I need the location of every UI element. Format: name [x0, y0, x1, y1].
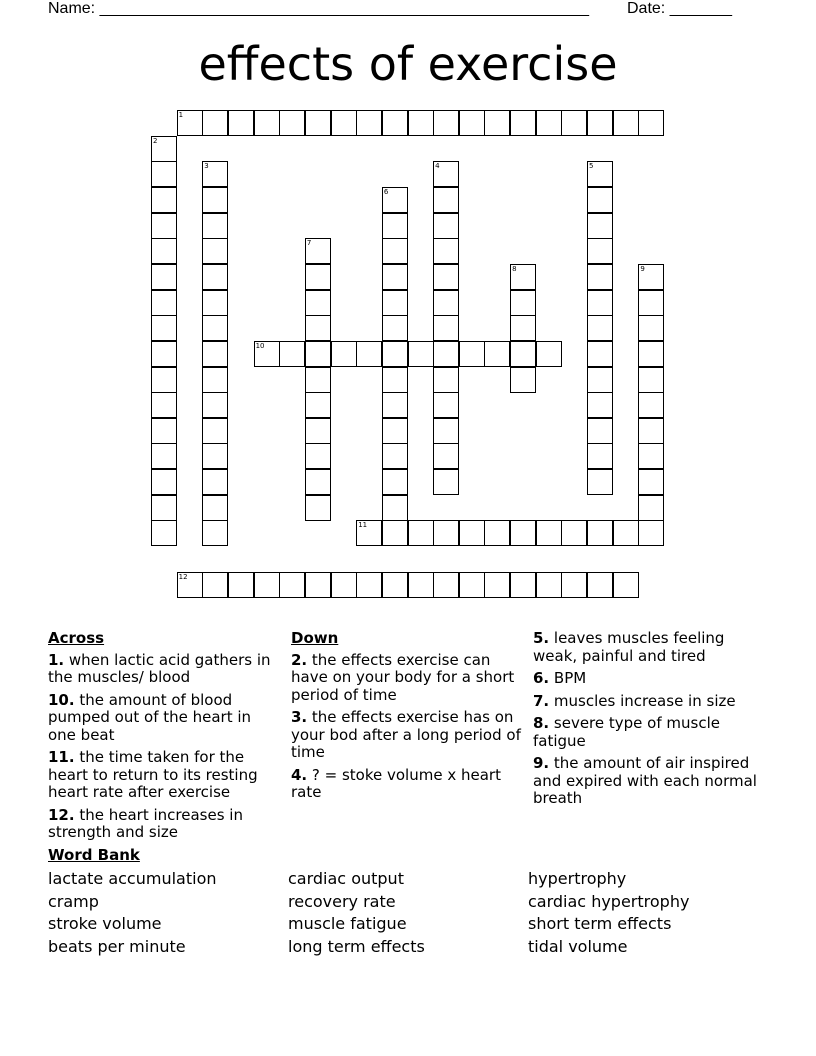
grid-cell[interactable] [305, 110, 331, 136]
word-bank-entry: cardiac output [288, 869, 404, 888]
grid-cell[interactable] [305, 264, 331, 290]
grid-cell[interactable] [202, 520, 228, 546]
down-clue-list-2 [533, 630, 765, 808]
word-bank-column-3 [528, 868, 689, 959]
grid-cell[interactable] [433, 290, 459, 316]
grid-cell[interactable] [382, 238, 408, 264]
grid-cell[interactable] [382, 495, 408, 521]
clue-item-text: the effects exercise can have on your body for a short period of time [291, 650, 515, 704]
grid-cell[interactable] [151, 367, 177, 393]
clue-number: 7 [306, 239, 312, 248]
grid-cell[interactable] [305, 367, 331, 393]
grid-cell[interactable] [254, 110, 280, 136]
grid-cell[interactable] [638, 443, 664, 469]
grid-cell[interactable] [587, 418, 613, 444]
down-clue-list-1 [291, 652, 523, 802]
clue-number: 8 [512, 264, 517, 273]
grid-cell[interactable] [510, 110, 536, 136]
grid-cell[interactable] [638, 315, 664, 341]
grid-cell[interactable] [613, 110, 639, 136]
grid-cell[interactable] [433, 315, 459, 341]
grid-cell[interactable] [202, 238, 228, 264]
grid-cell[interactable] [305, 238, 331, 264]
grid-cell[interactable] [305, 572, 331, 598]
grid-cell[interactable] [433, 213, 459, 239]
grid-cell[interactable] [433, 520, 459, 546]
grid-cell[interactable] [587, 110, 613, 136]
grid-cell[interactable] [382, 213, 408, 239]
grid-cell[interactable] [510, 520, 536, 546]
grid-cell[interactable] [305, 469, 331, 495]
grid-cell[interactable] [433, 238, 459, 264]
grid-cell[interactable] [587, 187, 613, 213]
grid-cell[interactable] [151, 341, 177, 367]
grid-cell[interactable] [587, 264, 613, 290]
grid-cell[interactable] [331, 341, 357, 367]
grid-cell[interactable] [305, 495, 331, 521]
grid-cell[interactable] [638, 110, 664, 136]
grid-cell[interactable] [587, 520, 613, 546]
grid-cell[interactable] [382, 264, 408, 290]
grid-cell[interactable] [587, 341, 613, 367]
grid-cell[interactable] [202, 367, 228, 393]
grid-cell[interactable] [382, 520, 408, 546]
grid-cell[interactable] [510, 315, 536, 341]
grid-cell[interactable] [202, 443, 228, 469]
grid-cell[interactable] [536, 572, 562, 598]
grid-cell[interactable] [459, 110, 485, 136]
grid-cell[interactable] [536, 520, 562, 546]
grid-cell[interactable] [561, 110, 587, 136]
grid-cell[interactable] [587, 367, 613, 393]
grid-cell[interactable] [433, 469, 459, 495]
word-bank-entry: lactate accumulation [48, 869, 217, 888]
grid-cell[interactable] [202, 341, 228, 367]
grid-cell[interactable] [638, 418, 664, 444]
grid-cell[interactable] [356, 520, 382, 546]
word-bank-entry: hypertrophy [528, 869, 627, 888]
grid-cell[interactable] [587, 290, 613, 316]
clue-item-number: 10. [48, 690, 75, 709]
down-clues-continued [533, 630, 765, 813]
grid-cell[interactable] [587, 469, 613, 495]
clue-item-number: 5. [533, 629, 550, 647]
clue-number: 6 [383, 187, 389, 196]
grid-cell[interactable] [279, 341, 305, 367]
grid-cell[interactable] [151, 161, 177, 187]
grid-cell[interactable] [151, 443, 177, 469]
grid-cell[interactable] [279, 572, 305, 598]
grid-cell[interactable] [331, 110, 357, 136]
grid-cell[interactable] [382, 443, 408, 469]
word-bank-entry: cramp [48, 891, 99, 911]
clue-number: 2 [153, 136, 158, 145]
clue-item-number: 6. [533, 669, 550, 687]
clue-item [48, 692, 280, 745]
grid-cell[interactable] [202, 290, 228, 316]
grid-cell[interactable] [151, 290, 177, 316]
grid-cell[interactable] [536, 341, 562, 367]
grid-cell[interactable] [587, 572, 613, 598]
grid-cell[interactable] [177, 572, 203, 598]
clue-item-number: 2. [291, 650, 308, 669]
clue-item-text: when lactic acid gathers in the muscles/ blood [48, 650, 271, 686]
clue-item-text: the amount of air inspired and expired with each normal breath [533, 754, 757, 807]
word-bank-entry: recovery rate [288, 891, 396, 911]
word-bank-entry: tidal volume [528, 937, 628, 957]
grid-cell[interactable] [484, 110, 510, 136]
grid-cell[interactable] [254, 341, 280, 367]
word-bank-entry: stroke volume [48, 914, 162, 934]
grid-cell[interactable] [638, 469, 664, 495]
grid-cell[interactable] [305, 290, 331, 316]
grid-cell[interactable] [305, 315, 331, 341]
grid-cell[interactable] [151, 315, 177, 341]
grid-cell[interactable] [228, 110, 254, 136]
grid-cell[interactable] [638, 341, 664, 367]
clue-item-number: 9. [533, 754, 550, 772]
grid-cell[interactable] [151, 238, 177, 264]
grid-cell[interactable] [202, 213, 228, 239]
grid-cell[interactable] [638, 520, 664, 546]
clue-item-text: the amount of blood pumped out of the heart in one beat [48, 690, 252, 744]
grid-cell[interactable] [408, 341, 434, 367]
grid-cell[interactable] [279, 110, 305, 136]
grid-cell[interactable] [151, 392, 177, 418]
clue-number: 1 [178, 111, 184, 119]
grid-cell[interactable] [459, 341, 485, 367]
grid-cell[interactable] [382, 315, 408, 341]
grid-cell[interactable] [202, 264, 228, 290]
grid-cell[interactable] [638, 392, 664, 418]
clue-item [291, 709, 523, 762]
grid-cell[interactable] [510, 572, 536, 598]
grid-cell[interactable] [433, 572, 459, 598]
word-bank-column-1 [48, 868, 217, 959]
clue-item-text: the time taken for the heart to return to its resting heart rate after exercise [48, 748, 258, 801]
grid-cell[interactable] [151, 520, 177, 546]
grid-cell[interactable] [151, 418, 177, 444]
grid-cell[interactable] [202, 110, 228, 136]
down-clues [291, 630, 523, 807]
word-bank-entry: short term effects [528, 914, 672, 934]
clue-item-text: muscles increase in size [549, 691, 736, 710]
grid-cell[interactable] [587, 161, 613, 187]
grid-cell[interactable] [382, 392, 408, 418]
clue-item [533, 715, 765, 750]
clue-number: 3 [204, 162, 209, 171]
grid-cell[interactable] [433, 110, 459, 136]
clue-number: 10 [255, 341, 265, 350]
grid-cell[interactable] [202, 161, 228, 187]
grid-cell[interactable] [433, 161, 459, 187]
grid-cell[interactable] [433, 187, 459, 213]
grid-cell[interactable] [202, 469, 228, 495]
clue-item-text: ? = stoke volume x heart rate [291, 765, 501, 801]
grid-cell[interactable] [561, 572, 587, 598]
clue-item-number: 11. [48, 748, 75, 766]
grid-cell[interactable] [202, 392, 228, 418]
grid-cell[interactable] [305, 341, 331, 367]
grid-cell[interactable] [151, 495, 177, 521]
down-heading: Down [291, 629, 339, 647]
clue-item-text: severe type of muscle fatigue [533, 714, 720, 750]
grid-cell[interactable] [510, 341, 536, 367]
clue-item [533, 755, 765, 808]
clue-number: 9 [640, 264, 645, 273]
clue-item-number: 4. [291, 765, 308, 784]
grid-cell[interactable] [151, 469, 177, 495]
grid-cell[interactable] [433, 443, 459, 469]
grid-cell[interactable] [408, 572, 434, 598]
grid-cell[interactable] [433, 367, 459, 393]
grid-cell[interactable] [587, 238, 613, 264]
grid-cell[interactable] [510, 367, 536, 393]
grid-cell[interactable] [202, 315, 228, 341]
grid-cell[interactable] [484, 520, 510, 546]
grid-cell[interactable] [408, 520, 434, 546]
word-bank-entry: muscle fatigue [288, 914, 407, 934]
across-clues [48, 630, 280, 847]
grid-cell[interactable] [382, 341, 408, 367]
word-bank-entry: beats per minute [48, 937, 186, 957]
grid-cell[interactable] [536, 110, 562, 136]
grid-cell[interactable] [228, 572, 254, 598]
grid-cell[interactable] [638, 495, 664, 521]
grid-cell[interactable] [151, 136, 177, 162]
grid-cell[interactable] [613, 520, 639, 546]
grid-cell[interactable] [382, 367, 408, 393]
clue-number: 4 [435, 162, 440, 171]
clue-item [533, 693, 765, 711]
grid-cell[interactable] [382, 110, 408, 136]
grid-cell[interactable] [202, 495, 228, 521]
grid-cell[interactable] [433, 264, 459, 290]
grid-cell[interactable] [356, 110, 382, 136]
grid-cell[interactable] [587, 392, 613, 418]
grid-cell[interactable] [408, 110, 434, 136]
grid-cell[interactable] [433, 341, 459, 367]
grid-cell[interactable] [177, 110, 203, 136]
grid-cell[interactable] [382, 469, 408, 495]
word-bank-entry: long term effects [288, 937, 425, 957]
puzzle-title: effects of exercise [198, 37, 618, 91]
grid-cell[interactable] [510, 290, 536, 316]
grid-cell[interactable] [510, 264, 536, 290]
word-bank-column-2 [288, 868, 425, 959]
grid-cell[interactable] [587, 315, 613, 341]
clue-item [48, 749, 280, 802]
grid-cell[interactable] [433, 392, 459, 418]
grid-cell[interactable] [254, 572, 280, 598]
clue-number: 11 [358, 521, 368, 530]
word-bank-heading: Word Bank [48, 846, 140, 864]
grid-cell[interactable] [202, 187, 228, 213]
clue-item-text: leaves muscles feeling weak, painful and tired [533, 629, 725, 665]
clue-item [533, 670, 765, 688]
grid-cell[interactable] [382, 187, 408, 213]
grid-cell[interactable] [356, 341, 382, 367]
grid-cell[interactable] [331, 572, 357, 598]
grid-cell[interactable] [459, 520, 485, 546]
clue-item [291, 767, 523, 802]
grid-cell[interactable] [638, 264, 664, 290]
grid-cell[interactable] [433, 418, 459, 444]
clue-item-number: 1. [48, 650, 65, 669]
grid-cell[interactable] [561, 520, 587, 546]
grid-cell[interactable] [151, 213, 177, 239]
grid-cell[interactable] [587, 213, 613, 239]
clue-item [48, 807, 280, 842]
date-field-label: Date: _______ [627, 0, 732, 17]
grid-cell[interactable] [638, 290, 664, 316]
grid-cell[interactable] [382, 290, 408, 316]
grid-cell[interactable] [587, 443, 613, 469]
clue-item-text: the heart increases in strength and size [48, 805, 243, 841]
grid-cell[interactable] [305, 392, 331, 418]
word-bank-entry: cardiac hypertrophy [528, 891, 690, 911]
clue-number: 5 [589, 162, 594, 171]
clue-item [48, 652, 280, 687]
clue-item-text: the effects exercise has on your bod after a long period of time [291, 708, 521, 761]
grid-cell[interactable] [638, 367, 664, 393]
clue-item [291, 652, 523, 705]
grid-cell[interactable] [202, 572, 228, 598]
grid-cell[interactable] [305, 418, 331, 444]
grid-cell[interactable] [151, 187, 177, 213]
grid-cell[interactable] [484, 341, 510, 367]
clue-number: 12 [178, 572, 188, 581]
clue-item-number: 7. [533, 691, 550, 710]
clue-item-number: 8. [533, 714, 550, 732]
clue-item-text: BPM [549, 669, 587, 687]
clue-item [533, 630, 765, 665]
grid-cell[interactable] [151, 264, 177, 290]
grid-cell[interactable] [382, 572, 408, 598]
clue-item-number: 12. [48, 805, 75, 824]
grid-cell[interactable] [382, 418, 408, 444]
grid-cell[interactable] [202, 418, 228, 444]
clue-item-number: 3. [291, 708, 308, 726]
grid-cell[interactable] [613, 572, 639, 598]
grid-cell[interactable] [356, 572, 382, 598]
name-field-label: Name: _______________________________________________________ [48, 0, 589, 17]
across-heading: Across [48, 629, 105, 647]
grid-cell[interactable] [484, 572, 510, 598]
grid-cell[interactable] [459, 572, 485, 598]
across-clue-list [48, 652, 280, 842]
grid-cell[interactable] [305, 443, 331, 469]
